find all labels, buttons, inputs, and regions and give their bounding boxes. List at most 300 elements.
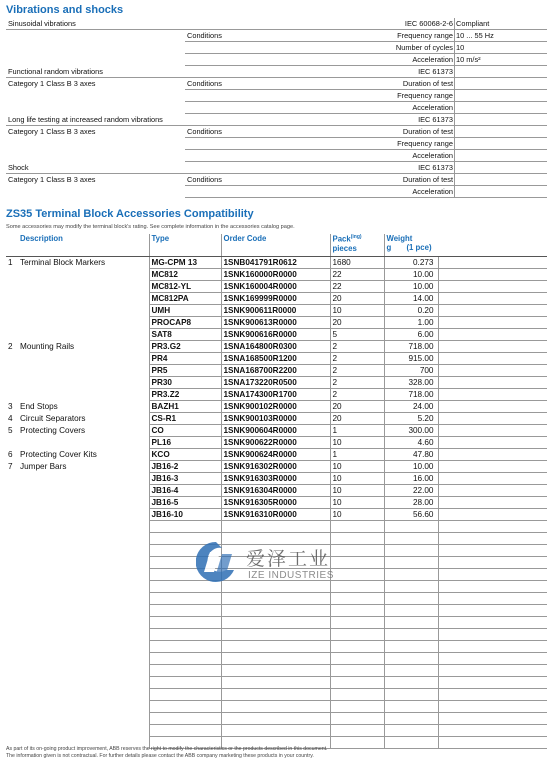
row-weight: 300.00 bbox=[384, 425, 438, 437]
accessories-note: Some accessories may modify the terminal block's rating. See complete information in the accessories catalog page. bbox=[6, 224, 295, 230]
vibration-label: Acceleration bbox=[412, 55, 453, 64]
empty-cell bbox=[221, 725, 330, 737]
row-description bbox=[18, 293, 149, 305]
row-empty-cell bbox=[438, 365, 547, 377]
empty-cell bbox=[6, 665, 18, 677]
row-type: MC812PA bbox=[149, 293, 221, 305]
empty-cell bbox=[6, 593, 18, 605]
row-pack: 10 bbox=[330, 461, 384, 473]
empty-cell bbox=[18, 653, 149, 665]
row-pack: 10 bbox=[330, 305, 384, 317]
value-divider bbox=[454, 30, 455, 42]
table-row bbox=[6, 293, 547, 305]
weight-g: g bbox=[386, 243, 392, 252]
row-rule bbox=[185, 197, 547, 198]
empty-row bbox=[6, 689, 547, 701]
empty-cell bbox=[438, 725, 547, 737]
empty-cell bbox=[221, 677, 330, 689]
empty-cell bbox=[384, 545, 438, 557]
vibrations-title: Vibrations and shocks bbox=[6, 4, 124, 16]
row-description bbox=[18, 317, 149, 329]
empty-cell bbox=[438, 689, 547, 701]
row-description bbox=[18, 281, 149, 293]
row-type: PR3.Z2 bbox=[149, 389, 221, 401]
empty-cell bbox=[438, 737, 547, 749]
empty-cell bbox=[221, 617, 330, 629]
row-type: MC812-YL bbox=[149, 281, 221, 293]
empty-cell bbox=[149, 641, 221, 653]
row-empty-cell bbox=[438, 401, 547, 413]
vibration-label: Duration of test bbox=[402, 79, 453, 88]
empty-cell bbox=[149, 725, 221, 737]
row-pack: 20 bbox=[330, 317, 384, 329]
empty-cell bbox=[18, 521, 149, 533]
row-type: MC812 bbox=[149, 269, 221, 281]
row-description: Circuit Separators bbox=[20, 414, 86, 423]
vibration-label: Duration of test bbox=[402, 175, 453, 184]
empty-row bbox=[6, 713, 547, 725]
vibration-value: 10 bbox=[456, 43, 465, 52]
empty-row bbox=[6, 593, 547, 605]
vibration-label: Acceleration bbox=[412, 103, 453, 112]
empty-cell bbox=[384, 653, 438, 665]
value-divider bbox=[454, 66, 455, 78]
row-number bbox=[6, 269, 18, 281]
empty-cell bbox=[221, 665, 330, 677]
row-empty-cell bbox=[438, 377, 547, 389]
empty-cell bbox=[149, 665, 221, 677]
empty-cell bbox=[221, 593, 330, 605]
row-number: 5 bbox=[8, 426, 13, 435]
empty-cell bbox=[438, 701, 547, 713]
value-divider bbox=[454, 54, 455, 66]
row-order-code: 1SNK900624R0000 bbox=[221, 449, 330, 461]
row-order-code: 1SNA174300R1700 bbox=[221, 389, 330, 401]
row-weight: 16.00 bbox=[384, 473, 438, 485]
row-number bbox=[6, 305, 18, 317]
row-order-code: 1SNK916303R0000 bbox=[221, 473, 330, 485]
watermark-logo bbox=[196, 540, 334, 589]
row-weight: 14.00 bbox=[384, 293, 438, 305]
weight-label: Weight bbox=[386, 234, 413, 243]
row-empty-cell bbox=[438, 293, 547, 305]
row-empty-cell bbox=[438, 341, 547, 353]
value-divider bbox=[454, 126, 455, 138]
row-weight: 28.00 bbox=[384, 497, 438, 509]
empty-cell bbox=[6, 533, 18, 545]
vibration-label: Frequency range bbox=[397, 139, 453, 148]
empty-cell bbox=[6, 521, 18, 533]
empty-cell bbox=[384, 593, 438, 605]
row-empty-cell bbox=[438, 353, 547, 365]
table-row bbox=[6, 413, 547, 425]
vibration-label: Number of cycles bbox=[395, 43, 453, 52]
empty-cell bbox=[384, 629, 438, 641]
empty-cell bbox=[330, 581, 384, 593]
accessories-header-row bbox=[6, 234, 547, 257]
vibration-row bbox=[6, 42, 547, 54]
watermark-cn: 爱泽工业 bbox=[246, 548, 331, 570]
empty-cell bbox=[438, 593, 547, 605]
empty-cell bbox=[330, 533, 384, 545]
row-empty-cell bbox=[438, 305, 547, 317]
row-number bbox=[6, 485, 18, 497]
vibration-value: Compliant bbox=[456, 19, 490, 28]
row-empty-cell bbox=[438, 329, 547, 341]
row-type: CO bbox=[149, 425, 221, 437]
vibration-label: IEC 61373 bbox=[418, 67, 453, 76]
row-number bbox=[6, 377, 18, 389]
empty-cell bbox=[6, 653, 18, 665]
empty-cell bbox=[6, 569, 18, 581]
row-description bbox=[18, 437, 149, 449]
empty-row bbox=[6, 521, 547, 533]
value-divider bbox=[454, 114, 455, 126]
empty-row bbox=[6, 677, 547, 689]
ize-logo-icon bbox=[196, 540, 236, 584]
empty-cell bbox=[438, 557, 547, 569]
row-description bbox=[18, 473, 149, 485]
table-row bbox=[6, 353, 547, 365]
table-row bbox=[6, 281, 547, 293]
table-row bbox=[6, 305, 547, 317]
row-number bbox=[6, 329, 18, 341]
row-weight: 5.20 bbox=[384, 413, 438, 425]
vibration-label: Duration of test bbox=[402, 127, 453, 136]
table-row bbox=[6, 473, 547, 485]
value-divider bbox=[454, 78, 455, 90]
row-description bbox=[18, 389, 149, 401]
col-pack-header bbox=[330, 234, 384, 257]
empty-cell bbox=[18, 629, 149, 641]
empty-cell bbox=[6, 545, 18, 557]
vibrations-table bbox=[6, 18, 547, 198]
empty-cell bbox=[6, 641, 18, 653]
empty-cell bbox=[6, 629, 18, 641]
empty-cell bbox=[384, 725, 438, 737]
row-type: UMH bbox=[149, 305, 221, 317]
vibration-category: Category 1 Class B 3 axes bbox=[8, 127, 96, 136]
empty-row bbox=[6, 653, 547, 665]
table-row bbox=[6, 497, 547, 509]
row-type: MG-CPM 13 bbox=[149, 257, 221, 269]
vibration-category: Category 1 Class B 3 axes bbox=[8, 79, 96, 88]
row-description bbox=[18, 329, 149, 341]
col-order-header: Order Code bbox=[221, 234, 330, 257]
row-weight: 4.60 bbox=[384, 437, 438, 449]
empty-row bbox=[6, 533, 547, 545]
table-row bbox=[6, 341, 547, 353]
empty-cell bbox=[384, 569, 438, 581]
empty-cell bbox=[330, 545, 384, 557]
value-divider bbox=[454, 162, 455, 174]
row-order-code: 1SNK900604R0000 bbox=[221, 425, 330, 437]
empty-cell bbox=[18, 605, 149, 617]
empty-cell bbox=[330, 605, 384, 617]
empty-cell bbox=[438, 545, 547, 557]
empty-cell bbox=[18, 593, 149, 605]
empty-cell bbox=[438, 581, 547, 593]
empty-row bbox=[6, 629, 547, 641]
vibration-label: IEC 61373 bbox=[418, 163, 453, 172]
empty-cell bbox=[18, 557, 149, 569]
empty-cell bbox=[384, 533, 438, 545]
row-pack: 22 bbox=[330, 281, 384, 293]
vibration-label: Acceleration bbox=[412, 151, 453, 160]
vibration-label: Frequency range bbox=[397, 31, 453, 40]
row-weight: 718.00 bbox=[384, 341, 438, 353]
table-row bbox=[6, 365, 547, 377]
row-empty-cell bbox=[438, 425, 547, 437]
empty-cell bbox=[18, 713, 149, 725]
empty-cell bbox=[384, 677, 438, 689]
empty-row bbox=[6, 641, 547, 653]
table-row bbox=[6, 329, 547, 341]
empty-cell bbox=[18, 545, 149, 557]
empty-row bbox=[6, 605, 547, 617]
empty-cell bbox=[330, 641, 384, 653]
row-order-code: 1SNA168700R2200 bbox=[221, 365, 330, 377]
empty-cell bbox=[149, 689, 221, 701]
row-weight: 56.60 bbox=[384, 509, 438, 521]
row-pack: 22 bbox=[330, 269, 384, 281]
row-weight: 22.00 bbox=[384, 485, 438, 497]
vibration-category: Long life testing at increased random vibrations bbox=[8, 115, 163, 124]
row-pack: 10 bbox=[330, 497, 384, 509]
row-type: PROCAP8 bbox=[149, 317, 221, 329]
vibration-row bbox=[6, 126, 547, 138]
empty-cell bbox=[221, 533, 330, 545]
row-pack: 10 bbox=[330, 509, 384, 521]
empty-cell bbox=[18, 725, 149, 737]
empty-cell bbox=[330, 725, 384, 737]
row-empty-cell bbox=[438, 437, 547, 449]
empty-cell bbox=[330, 521, 384, 533]
empty-row bbox=[6, 665, 547, 677]
row-number bbox=[6, 437, 18, 449]
vibration-row bbox=[6, 66, 547, 78]
col-num-header bbox=[6, 234, 18, 257]
row-number: 3 bbox=[8, 402, 13, 411]
vibration-row bbox=[6, 102, 547, 114]
empty-cell bbox=[384, 689, 438, 701]
empty-cell bbox=[330, 737, 384, 749]
row-order-code: 1SNA168500R1200 bbox=[221, 353, 330, 365]
row-order-code: 1SNK160000R0000 bbox=[221, 269, 330, 281]
empty-cell bbox=[384, 557, 438, 569]
row-weight: 0.20 bbox=[384, 305, 438, 317]
vibration-row bbox=[6, 150, 547, 162]
empty-cell bbox=[149, 593, 221, 605]
empty-cell bbox=[384, 641, 438, 653]
empty-cell bbox=[384, 701, 438, 713]
row-description bbox=[18, 365, 149, 377]
row-weight: 10.00 bbox=[384, 281, 438, 293]
row-description bbox=[18, 497, 149, 509]
row-number bbox=[6, 473, 18, 485]
empty-cell bbox=[6, 581, 18, 593]
empty-cell bbox=[6, 689, 18, 701]
row-empty-cell bbox=[438, 449, 547, 461]
row-order-code: 1SNK900613R0000 bbox=[221, 317, 330, 329]
row-pack: 2 bbox=[330, 365, 384, 377]
row-type: KCO bbox=[149, 449, 221, 461]
table-row bbox=[6, 257, 547, 269]
vibration-category: Sinusoidal vibrations bbox=[8, 19, 76, 28]
row-weight: 328.00 bbox=[384, 377, 438, 389]
row-type: JB16-3 bbox=[149, 473, 221, 485]
table-row bbox=[6, 317, 547, 329]
empty-cell bbox=[384, 581, 438, 593]
row-pack: 10 bbox=[330, 473, 384, 485]
row-description: Protecting Covers bbox=[20, 426, 86, 435]
col-empty-header bbox=[438, 234, 547, 257]
pack-label: Pack bbox=[332, 234, 351, 244]
accessories-table bbox=[6, 234, 547, 749]
empty-row bbox=[6, 617, 547, 629]
table-row bbox=[6, 437, 547, 449]
empty-cell bbox=[330, 617, 384, 629]
row-order-code: 1SNA173220R0500 bbox=[221, 377, 330, 389]
row-number bbox=[6, 317, 18, 329]
row-empty-cell bbox=[438, 509, 547, 521]
empty-cell bbox=[438, 533, 547, 545]
vibration-row bbox=[6, 78, 547, 90]
row-order-code: 1SNK916305R0000 bbox=[221, 497, 330, 509]
empty-cell bbox=[384, 737, 438, 749]
table-row bbox=[6, 509, 547, 521]
empty-cell bbox=[149, 629, 221, 641]
empty-cell bbox=[330, 713, 384, 725]
row-empty-cell bbox=[438, 317, 547, 329]
empty-cell bbox=[18, 677, 149, 689]
vibration-category: Functional random vibrations bbox=[8, 67, 103, 76]
value-divider bbox=[454, 138, 455, 150]
row-description bbox=[18, 305, 149, 317]
row-empty-cell bbox=[438, 485, 547, 497]
row-order-code: 1SNB041791R0612 bbox=[221, 257, 330, 269]
row-type: PR30 bbox=[149, 377, 221, 389]
row-weight: 1.00 bbox=[384, 317, 438, 329]
row-type: JB16-10 bbox=[149, 509, 221, 521]
vibration-label: Acceleration bbox=[412, 187, 453, 196]
table-row bbox=[6, 461, 547, 473]
vibration-label: IEC 60068-2-6 bbox=[404, 19, 453, 28]
row-order-code: 1SNK916304R0000 bbox=[221, 485, 330, 497]
empty-cell bbox=[438, 713, 547, 725]
empty-cell bbox=[6, 713, 18, 725]
empty-cell bbox=[6, 677, 18, 689]
vibration-conditions: Conditions bbox=[187, 175, 222, 184]
row-pack: 2 bbox=[330, 389, 384, 401]
row-weight: 10.00 bbox=[384, 461, 438, 473]
row-type: PL16 bbox=[149, 437, 221, 449]
row-weight: 718.00 bbox=[384, 389, 438, 401]
empty-cell bbox=[6, 605, 18, 617]
row-order-code: 1SNK900622R0000 bbox=[221, 437, 330, 449]
empty-cell bbox=[221, 521, 330, 533]
empty-cell bbox=[18, 581, 149, 593]
empty-cell bbox=[438, 629, 547, 641]
empty-cell bbox=[221, 713, 330, 725]
row-empty-cell bbox=[438, 269, 547, 281]
row-pack: 2 bbox=[330, 341, 384, 353]
table-row bbox=[6, 449, 547, 461]
row-description bbox=[18, 509, 149, 521]
row-order-code: 1SNK916310R0000 bbox=[221, 509, 330, 521]
col-weight-header bbox=[384, 234, 438, 257]
value-divider bbox=[454, 18, 455, 30]
col-type-header: Type bbox=[149, 234, 221, 257]
vibration-conditions: Conditions bbox=[187, 127, 222, 136]
empty-cell bbox=[330, 665, 384, 677]
row-pack: 10 bbox=[330, 485, 384, 497]
row-number bbox=[6, 281, 18, 293]
empty-cell bbox=[438, 617, 547, 629]
row-order-code: 1SNK916302R0000 bbox=[221, 461, 330, 473]
empty-cell bbox=[149, 701, 221, 713]
table-row bbox=[6, 389, 547, 401]
empty-row bbox=[6, 581, 547, 593]
table-row bbox=[6, 377, 547, 389]
table-row bbox=[6, 485, 547, 497]
pack-sup: (ing) bbox=[350, 234, 362, 240]
row-number bbox=[6, 497, 18, 509]
watermark-en: IZE INDUSTRIES bbox=[248, 570, 334, 581]
empty-cell bbox=[18, 641, 149, 653]
row-weight: 24.00 bbox=[384, 401, 438, 413]
empty-cell bbox=[221, 701, 330, 713]
weight-unit: (1 pce) bbox=[406, 243, 432, 252]
empty-cell bbox=[18, 533, 149, 545]
empty-cell bbox=[149, 605, 221, 617]
value-divider bbox=[454, 174, 455, 186]
empty-cell bbox=[330, 701, 384, 713]
row-order-code: 1SNK160004R0000 bbox=[221, 281, 330, 293]
empty-cell bbox=[438, 605, 547, 617]
row-pack: 20 bbox=[330, 401, 384, 413]
row-empty-cell bbox=[438, 461, 547, 473]
empty-cell bbox=[149, 521, 221, 533]
row-number bbox=[6, 293, 18, 305]
row-pack: 5 bbox=[330, 329, 384, 341]
row-number: 2 bbox=[8, 342, 13, 351]
footer-line2: The information given is not contractual. For further details please contact the ABB company marketing these products in your country. bbox=[6, 753, 314, 759]
vibration-label: Frequency range bbox=[397, 91, 453, 100]
row-weight: 6.00 bbox=[384, 329, 438, 341]
empty-cell bbox=[384, 521, 438, 533]
vibration-row bbox=[6, 90, 547, 102]
vibration-category: Category 1 Class B 3 axes bbox=[8, 175, 96, 184]
empty-cell bbox=[6, 617, 18, 629]
row-weight: 10.00 bbox=[384, 269, 438, 281]
vibration-row bbox=[6, 114, 547, 126]
footer-line1: As part of its on-going product improvement, ABB reserves the right to modify the characteristics or the products described in this document. bbox=[6, 746, 328, 752]
row-pack: 10 bbox=[330, 437, 384, 449]
row-pack: 2 bbox=[330, 377, 384, 389]
vibration-row bbox=[6, 138, 547, 150]
row-type: SAT8 bbox=[149, 329, 221, 341]
vibration-conditions: Conditions bbox=[187, 31, 222, 40]
empty-cell bbox=[149, 617, 221, 629]
row-description: Mounting Rails bbox=[20, 342, 75, 351]
empty-cell bbox=[384, 665, 438, 677]
row-description: Protecting Cover Kits bbox=[20, 450, 97, 459]
empty-cell bbox=[438, 665, 547, 677]
row-pack: 2 bbox=[330, 353, 384, 365]
table-row bbox=[6, 269, 547, 281]
empty-row bbox=[6, 701, 547, 713]
